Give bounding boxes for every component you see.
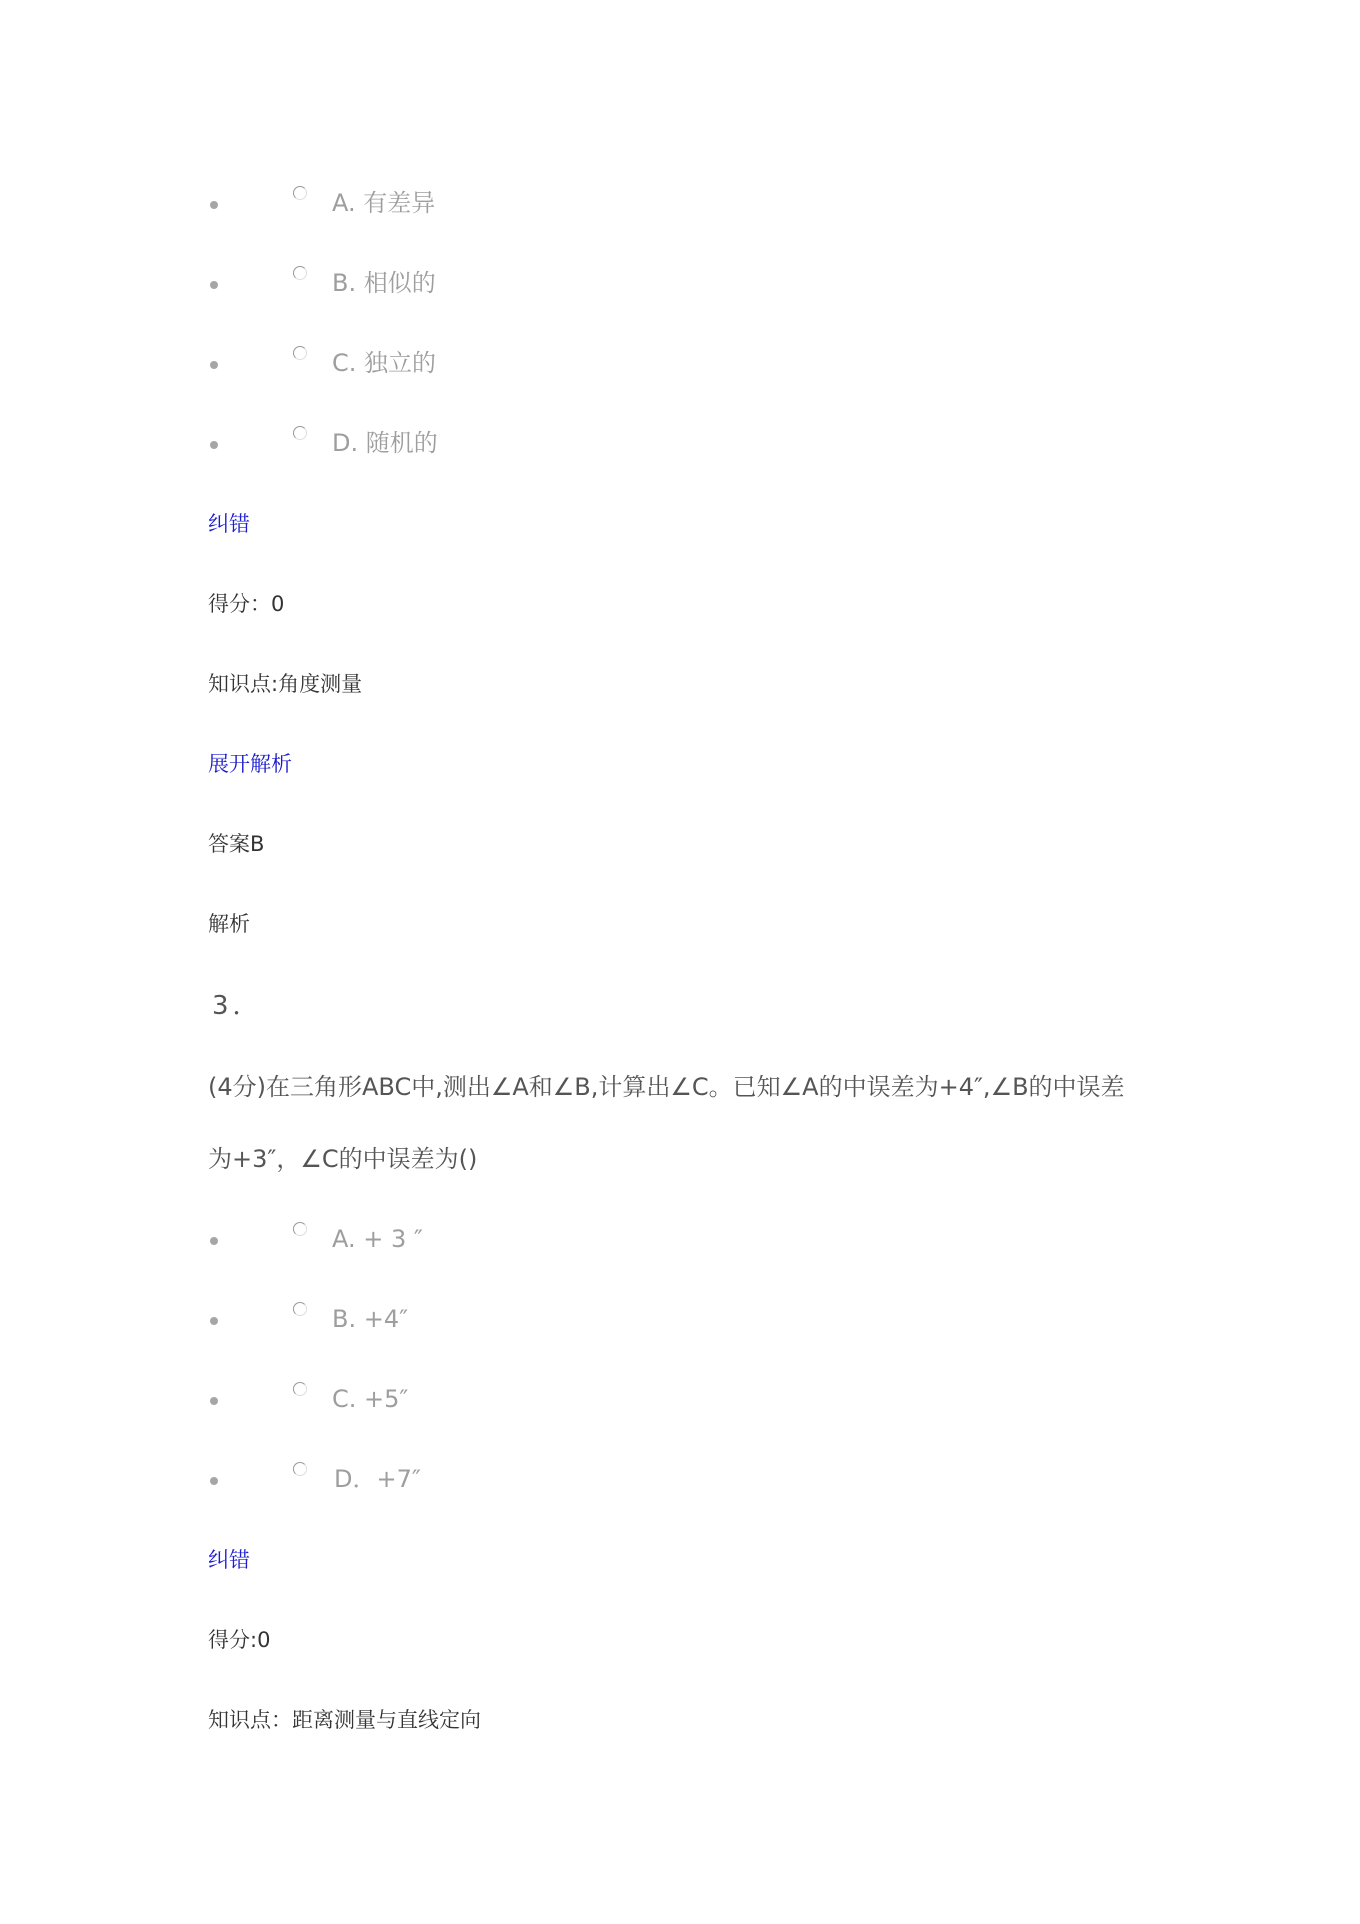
q2-answer: 答案B [208, 832, 265, 856]
bullet-icon [210, 1237, 218, 1245]
q3-knowledge-point: 知识点：距离测量与直线定向 [208, 1708, 481, 1732]
radio-button-icon[interactable] [293, 426, 307, 440]
radio-button-icon[interactable] [293, 1302, 307, 1316]
radio-button-icon[interactable] [293, 1382, 307, 1396]
radio-button-icon[interactable] [293, 186, 307, 200]
radio-button-icon[interactable] [293, 1462, 307, 1476]
bullet-icon [210, 1477, 218, 1485]
option-label: B. 相似的 [332, 269, 436, 297]
q3-score: 得分:0 [208, 1628, 271, 1652]
bullet-icon [210, 281, 218, 289]
q3-correct-error-link[interactable]: 纠错 [208, 1548, 250, 1572]
option-label: D. 随机的 [332, 429, 438, 457]
q2-knowledge-point: 知识点:角度测量 [208, 672, 363, 696]
bullet-icon [210, 1317, 218, 1325]
bullet-icon [210, 361, 218, 369]
bullet-icon [210, 201, 218, 209]
option-label: A. + 3 ″ [332, 1225, 423, 1253]
option-label: C. 独立的 [332, 349, 437, 377]
option-label: C. +5″ [332, 1385, 409, 1413]
option-label: B. +4″ [332, 1305, 409, 1333]
radio-button-icon[interactable] [293, 1222, 307, 1236]
radio-button-icon[interactable] [293, 266, 307, 280]
q2-score: 得分：0 [208, 592, 285, 616]
bullet-icon [210, 441, 218, 449]
q3-text-line-2: 为+3″，∠C的中误差为() [208, 1145, 478, 1173]
option-label: A. 有差异 [332, 189, 436, 217]
option-label: D．+7″ [334, 1465, 421, 1493]
q3-number: 3． [212, 991, 263, 1021]
q2-analysis-heading: 解析 [208, 912, 250, 936]
q3-text-line-1: (4分)在三角形ABC中,测出∠A和∠B,计算出∠C。已知∠A的中误差为+4″,∠B的中误差 [208, 1073, 1125, 1101]
q2-correct-error-link[interactable]: 纠错 [208, 512, 250, 536]
bullet-icon [210, 1397, 218, 1405]
q2-expand-analysis-link[interactable]: 展开解析 [208, 752, 292, 776]
radio-button-icon[interactable] [293, 346, 307, 360]
